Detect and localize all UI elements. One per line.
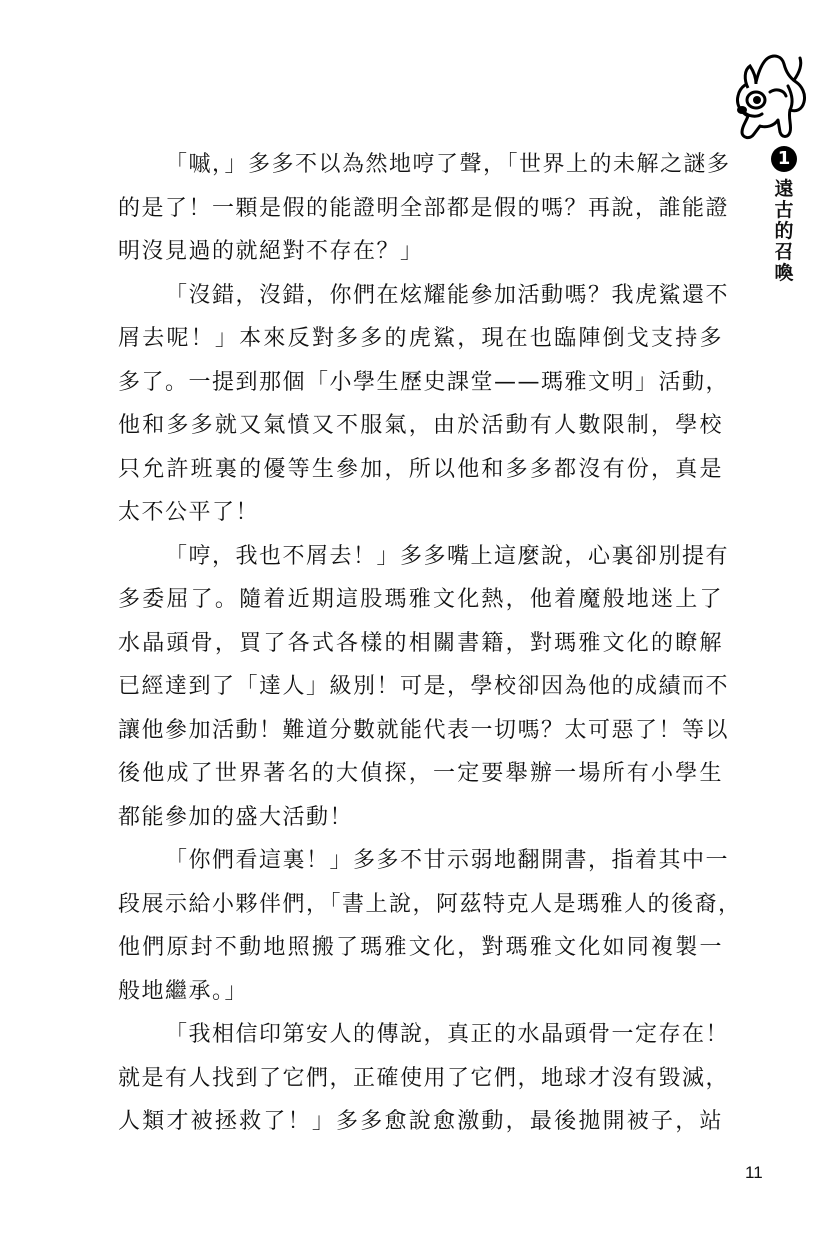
chapter-title-char: 遠: [774, 178, 794, 200]
text-line: 他和多多就又氣憤又不服氣，由於活動有人數限制，學校: [118, 413, 723, 438]
text-line: 「你們看這裏！」多多不甘示弱地翻開書，指着其中一: [165, 848, 730, 873]
text-line: 般地繼承。」: [118, 978, 249, 1004]
text-line: 讓他參加活動！難道分數就能代表一切嗎？太可惡了！等以: [118, 717, 730, 743]
text-line: 太不公平了！: [118, 500, 260, 525]
text-line: 「哼，我也不屑去！」多多嘴上這麼說，心裏卻別提有: [165, 543, 730, 569]
text-line: 他們原封不動地照搬了瑪雅文化，對瑪雅文化如同複製一: [118, 935, 723, 960]
chapter-title-char: 古: [774, 199, 794, 221]
text-line: 後他成了世界著名的大偵探，一定要舉辦一場所有小學生: [118, 761, 723, 786]
chapter-title-char: 召: [774, 241, 794, 263]
page-number: 11: [745, 1163, 763, 1182]
text-line: 「我相信印第安人的傳說，真正的水晶頭骨一定存在！: [165, 1022, 730, 1047]
chapter-number-badge: 1: [771, 146, 797, 172]
dog-mascot-icon: [730, 52, 810, 144]
text-line: 「嘁，」多多不以為然地哼了聲，「世界上的未解之謎多: [165, 152, 731, 177]
text-line: 已經達到了「達人」級別！可是，學校卻因為他的成績而不: [118, 674, 730, 699]
story-text: [118, 143, 742, 1144]
text-line: 多委屈了。隨着近期這股瑪雅文化熱，他着魔般地迷上了: [118, 587, 723, 612]
text-line: 只允許班裏的優等生參加，所以他和多多都沒有份，真是: [118, 456, 723, 482]
chapter-title-char: 喚: [774, 262, 794, 284]
text-line: 屑去呢！」本來反對多多的虎鯊，現在也臨陣倒戈支持多: [118, 326, 723, 351]
chapter-title: [759, 179, 809, 284]
chapter-side-tab: [759, 146, 809, 284]
text-line: 的是了！一顆是假的能證明全部都是假的嗎？再說，誰能證: [118, 195, 730, 221]
text-line: 「沒錯，沒錯，你們在炫耀能參加活動嗎？我虎鯊還不: [165, 282, 730, 308]
text-line: 多了。一提到那個「小學生歷史課堂——瑪雅文明」活動，: [118, 369, 730, 395]
text-line: 明沒見過的就絕對不存在？」: [118, 239, 424, 264]
text-line: 水晶頭骨，買了各式各樣的相關書籍，對瑪雅文化的瞭解: [118, 630, 723, 656]
text-line: 就是有人找到了它們，正確使用了它們，地球才沒有毀滅，: [118, 1065, 730, 1091]
chapter-title-char: 的: [774, 220, 794, 242]
text-line: 人類才被拯救了！」多多愈說愈激動，最後拋開被子，站: [118, 1109, 723, 1134]
text-line: 段展示給小夥伴們，「書上說，阿茲特克人是瑪雅人的後裔，: [118, 891, 742, 917]
text-line: 都能參加的盛大活動！: [118, 804, 354, 830]
